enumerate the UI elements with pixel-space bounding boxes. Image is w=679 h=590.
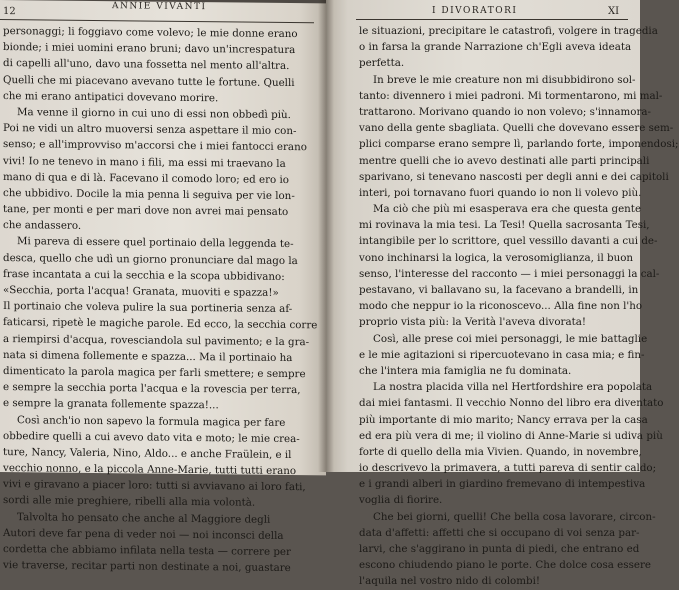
left-page-line: Quelli che mi piacevano avevano tutte le fortune. Quelli — [3, 73, 295, 89]
left-page-line: Mi pareva di essere quel portinaio della leggenda te- — [17, 235, 294, 251]
right-page-line: forte di quello della mia Vivien. Quando, in novembre, — [359, 445, 642, 458]
right-page-line: vono inchinarsi la logica, la verosomiglianza, il buon — [359, 251, 634, 264]
left-page-line: vecchio nonno, e la piccola Anne-Marie, tutti tutti erano — [3, 462, 297, 478]
left-page-line: nata si dimena follemente e spazza... Ma il portinaio ha — [3, 348, 293, 364]
right-page-line: data d'affetti: affetti che si occupano di voi senza par- — [359, 526, 640, 539]
right-page-text — [359, 23, 679, 590]
left-page-line: Autori deve far pena di veder noi — noi inconsci della — [3, 526, 284, 542]
right-page-line: e i grandi alberi in giardino fremevano di intempestiva — [359, 478, 646, 491]
right-page-line: mi rovinava la mia tesi. La Tesi! Quella sacrosanta Tesi, — [359, 219, 650, 232]
right-page — [326, 0, 679, 588]
right-page-line: le situazioni, precipitare le catastrofi, volgere in tragedia — [359, 25, 658, 37]
right-page-line: mentre quelli che io avevo destinati alle parti principali — [359, 154, 650, 167]
right-page-line: Ma ciò che più mi esasperava era che questa gente — [373, 203, 642, 216]
left-page-line: Così anch'io non sapevo la formula magica per fare — [17, 413, 286, 429]
left-page-text — [3, 23, 318, 577]
left-page-line: vivi e giravano a piacer loro: tutti si avviavano ai loro fati, — [3, 478, 306, 494]
right-page-line: più importante di mio marito; Nancy errava per la casa — [359, 413, 648, 426]
book-gutter — [318, 0, 334, 472]
right-page-line: tanto: divennero i miei padroni. Mi tormentarono, mi mal- — [359, 89, 663, 102]
right-page-line: e le mie agitazioni si ripercuotevano in casa mia; e fin- — [359, 348, 645, 361]
right-page-line: perfetta. — [359, 57, 405, 70]
right-page-line: vano della gente sbagliata. Quelli che dovevano essere sem- — [359, 122, 674, 135]
right-page-line: Così, alle prese coi miei personaggi, le mie battaglie — [373, 332, 648, 345]
right-page-line: intangibile per lo scrittore, quel vessillo davanti a cui de- — [359, 235, 658, 248]
left-page-line: faticarsi, ripetè le magiche parole. Ed ecco, la secchia corre — [3, 316, 318, 332]
left-page-line: tane, per monti e per mari dove non avrei mai pensato — [3, 203, 289, 219]
left-page-line: che andassero. — [3, 219, 82, 233]
left-page-line: a riempirsi d'acqua, rovesciandola sul pavimento; e la gra- — [3, 332, 310, 348]
left-running-head: ANNIE VIVANTI — [112, 1, 207, 13]
left-page-line: che ubbidivo. Docile la mia penna li seguiva per vie lon- — [3, 186, 295, 202]
left-page — [0, 0, 326, 575]
left-page-line: dimenticato la parola magica per farli smettere; e sempre — [3, 364, 306, 381]
left-page-line: e sempre la secchia porta l'acqua e la rovescia per terra, — [3, 381, 301, 397]
right-page-line: ed era più vera di me; il violino di Anne-Marie si udiva più — [359, 429, 663, 442]
left-page-line: sordi alle mie preghiere, ribelli alla mia volontà. — [3, 494, 256, 510]
left-page-line: Il portinaio che voleva pulire la sua portineria senza af- — [3, 300, 293, 316]
left-page-line: che mi erano antipatici dovevano morire. — [3, 89, 219, 105]
left-page-line: obbedire quelli a cui avevo dato vita e moto; le mie crea- — [3, 429, 300, 445]
left-page-line: Poi ne vidi un altro muoversi senza aspettare il mio con- — [3, 122, 297, 138]
right-page-line: senso, l'interesse del racconto — i miei personaggi la cal- — [359, 267, 660, 280]
left-page-line: desca, quello che udì un giorno pronunciare dal mago la — [3, 251, 298, 267]
right-page-line: io descrivevo la primavera, a tutti pareva di sentir caldo; — [359, 462, 657, 475]
right-page-line: larvi, che s'aggirano in punta di piedi, che entrano ed — [359, 543, 640, 555]
right-page-line: trattarono. Morivano quando io non volevo; s'innamora- — [359, 105, 651, 118]
left-page-line: frase incantata a cui la secchia e la scopa ubbidivano: — [3, 267, 285, 283]
left-page-line: e sempre la granata follemente spazza!... — [3, 397, 219, 412]
left-page-line: mano di qua e di là. Facevano il comodo loro; ed ero io — [3, 170, 289, 186]
right-page-line: plici comparse erano sempre lì, parlando forte, imponendosi; — [359, 138, 679, 151]
left-page-line: bionde; i miei uomini erano bruni; davo un'increspatura — [3, 41, 296, 57]
right-page-line: modo che neppur io la riconoscevo... Alla fine non l'ho — [359, 300, 643, 313]
right-page-line: In breve le mie creature non mi disubbidirono sol- — [373, 73, 636, 86]
left-page-line: personaggi; li foggiavo come volevo; le mie donne erano — [3, 25, 298, 41]
right-page-line: interi, poi tornavano fuori quando io non li volevo più. — [359, 186, 642, 199]
right-page-line: l'aquila nel vostro nido di colombi! — [359, 575, 541, 588]
left-page-line: cordetta che abbiamo infilata nella testa — correre per — [3, 543, 291, 559]
left-page-line: ture, Nancy, Valeria, Nino, Aldo... e anche Fraülein, e il — [3, 445, 292, 461]
right-page-line: Che bei giorni, quelli! Che bella cosa lavorare, circon- — [373, 510, 656, 523]
right-page-line: proprio vista più: la Verità l'aveva divorata! — [359, 316, 587, 329]
left-page-line: Ma venne il giorno in cui uno di essi non obbedì più. — [17, 106, 291, 121]
right-page-line: escono chiudendo piano le porte. Che dolce cosa essere — [359, 559, 651, 572]
left-page-line: senso; e all'improvviso m'accorsi che i miei fantocci erano — [3, 138, 307, 154]
left-page-line: di capelli all'uno, davo una fossetta nel mento all'altra. — [3, 57, 290, 73]
right-page-line: pestavano, vi ballavano su, la facevano a brandelli, in — [359, 284, 639, 296]
right-page-line: o in farsa la grande Narrazione ch'Egli aveva ideata — [359, 41, 632, 54]
left-page-line: Talvolta ho pensato che anche al Maggiore degli — [17, 510, 271, 526]
left-page-number: 12 — [3, 6, 16, 18]
right-page-line: La nostra placida villa nel Hertfordshire era popolata — [373, 381, 653, 394]
right-page-line: voglia di fiorire. — [359, 494, 443, 507]
right-page-line: dai miei fantasmi. Il vecchio Nonno del libro era diventato — [359, 397, 664, 410]
right-running-head: I DIVORATORI — [432, 6, 518, 16]
left-page-line: vivi! Io ne tenevo in mano i fili, ma essi mi traevano la — [3, 154, 286, 170]
right-header-rule — [356, 19, 628, 20]
left-page-line: vie traverse, recitar parti non destinate a noi, guastare — [3, 559, 291, 575]
right-page-number: XI — [608, 6, 620, 17]
left-page-line: «Secchia, porta l'acqua! Granata, muoviti e spazza!» — [3, 284, 279, 299]
right-page-line: sparivano, si tenevano nascosti per degli anni e dei capitoli — [359, 170, 669, 183]
right-page-line: che l'intera mia famiglia ne fu dominata. — [359, 364, 572, 377]
